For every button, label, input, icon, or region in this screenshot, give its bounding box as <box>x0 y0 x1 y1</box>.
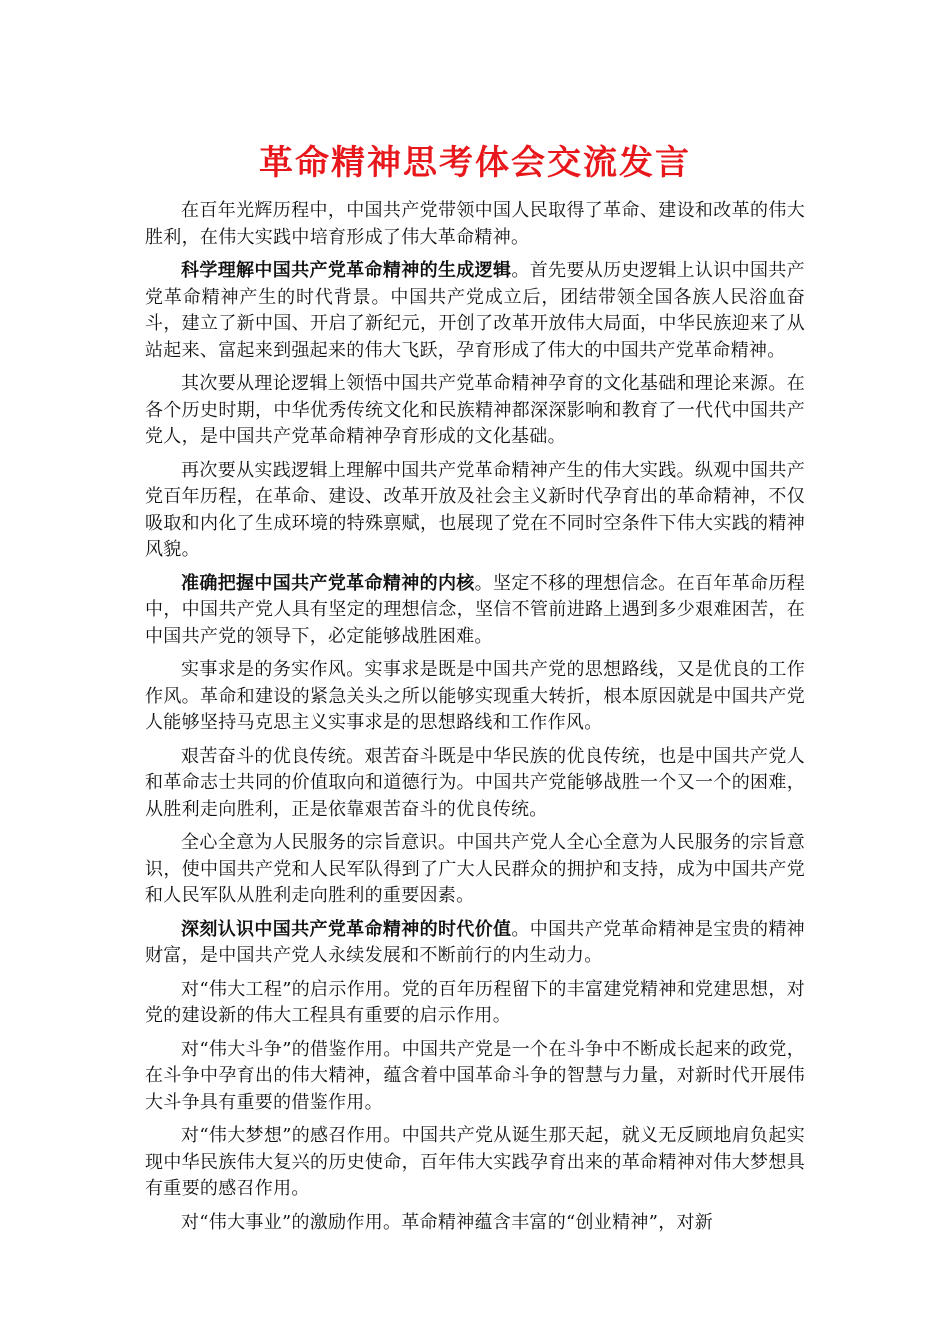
paragraph-text: 。首先要从历史逻辑上认识中国共产党革命精神产生的时代背景。中国共产党成立后，团结带领全国各族人民浴血奋斗，建立了新中国、开启了新纪元，开创了改革开放伟大局面，中华民族迎来了从站起来、富起来到强起来的伟大飞跃，孕育形成了伟大的中国共产党革命精神。 <box>145 260 805 361</box>
paragraph-text: 艰苦奋斗的优良传统。艰苦奋斗既是中华民族的优良传统，也是中国共产党人和革命志士共同的价值取向和道德行为。中国共产党能够战胜一个又一个的困难，从胜利走向胜利，正是依靠艰苦奋斗的优良传统。 <box>145 745 805 820</box>
paragraph-great-struggle <box>145 1037 805 1117</box>
paragraph-theory-logic <box>145 371 805 451</box>
paragraph-great-dream <box>145 1123 805 1203</box>
paragraph-text: 对“伟大事业”的激励作用。革命精神蕴含丰富的“创业精神”，对新 <box>181 1211 714 1233</box>
paragraph-pragmatic-style <box>145 657 805 737</box>
paragraph-great-cause <box>145 1210 805 1237</box>
document-title: 革命精神思考体会交流发言 <box>259 143 691 183</box>
paragraph-text: 对“伟大梦想”的感召作用。中国共产党从诞生那天起，就义无反顾地肩负起实现中华民族伟大复兴的历史使命，百年伟大实践孕育出来的革命精神对伟大梦想具有重要的感召作用。 <box>145 1125 805 1199</box>
paragraph-generation-logic <box>145 258 805 364</box>
paragraph-text: 全心全意为人民服务的宗旨意识。中国共产党人全心全意为人民服务的宗旨意识，使中国共产党和人民军队得到了广大人民群众的拥护和支持，成为中国共产党和人民军队从胜利走向胜利的重要因素。 <box>145 832 805 906</box>
paragraph-lead: 深刻认识中国共产党革命精神的时代价值 <box>181 918 512 940</box>
paragraph-text: 在百年光辉历程中，中国共产党带领中国人民取得了革命、建设和改革的伟大胜利，在伟大实践中培育形成了伟大革命精神。 <box>145 200 805 248</box>
paragraph-text: 再次要从实践逻辑上理解中国共产党革命精神产生的伟大实践。纵观中国共产党百年历程，在革命、建设、改革开放及社会主义新时代孕育出的革命精神，不仅吸取和内化了生成环境的特殊禀赋，也展现了党在不同时空条件下伟大实践的精神风貌。 <box>145 459 805 560</box>
paragraph-core <box>145 571 805 651</box>
paragraph-text: 。中国共产党革命精神是宝贵的精神财富，是中国共产党人永续发展和不断前行的内生动力。 <box>145 918 805 966</box>
paragraph-text: 对“伟大工程”的启示作用。党的百年历程留下的丰富建党精神和党建思想，对党的建设新的伟大工程具有重要的启示作用。 <box>145 978 805 1026</box>
paragraph-practice-logic <box>145 458 805 564</box>
paragraph-lead: 科学理解中国共产党革命精神的生成逻辑 <box>181 260 512 281</box>
paragraph-text: 对“伟大斗争”的借鉴作用。中国共产党是一个在斗争中不断成长起来的政党，在斗争中孕育出的伟大精神，蕴含着中国革命斗争的智慧与力量，对新时代开展伟大斗争具有重要的借鉴作用。 <box>145 1038 805 1113</box>
paragraph-text: 实事求是的务实作风。实事求是既是中国共产党的思想路线，又是优良的工作作风。革命和建设的紧急关头之所以能够实现重大转折，根本原因就是中国共产党人能够坚持马克思主义实事求是的思想路线和工作作风。 <box>145 659 805 733</box>
paragraph-intro <box>145 198 805 251</box>
paragraph-great-project <box>145 977 805 1030</box>
paragraph-serve-people <box>145 830 805 910</box>
paragraph-text: 其次要从理论逻辑上领悟中国共产党革命精神孕育的文化基础和理论来源。在各个历史时期，中华优秀传统文化和民族精神都深深影响和教育了一代代中国共产党人，是中国共产党革命精神孕育形成的文化基础。 <box>145 373 805 447</box>
paragraph-hard-struggle <box>145 744 805 824</box>
document-page <box>145 130 805 1243</box>
paragraph-era-value <box>145 917 805 970</box>
paragraph-text: 。坚定不移的理想信念。在百年革命历程中，中国共产党人具有坚定的理想信念，坚信不管前进路上遇到多少艰难困苦，在中国共产党的领导下，必定能够战胜困难。 <box>145 572 805 647</box>
paragraph-lead: 准确把握中国共产党革命精神的内核 <box>181 572 475 594</box>
